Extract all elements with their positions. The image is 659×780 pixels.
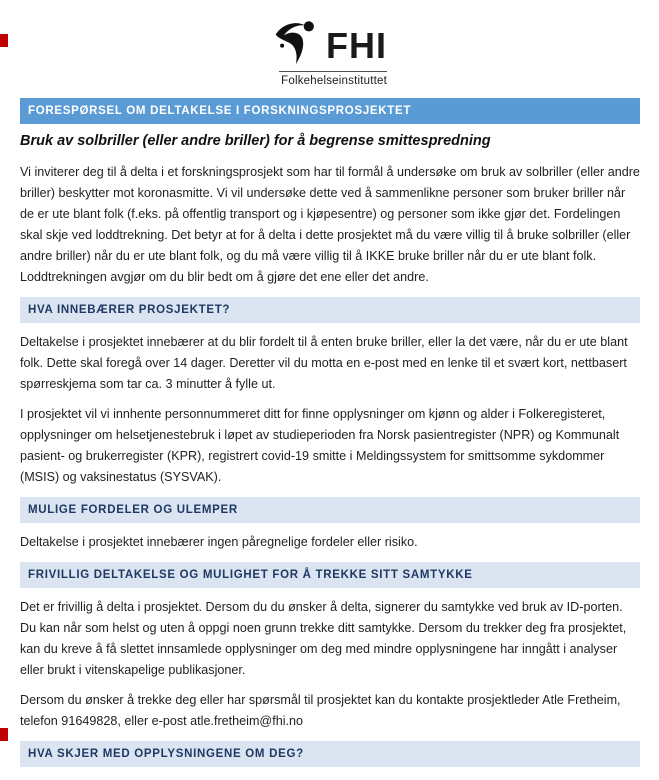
section-heading-hva-innebaerer: HVA INNEBÆRER PROSJEKTET? bbox=[20, 297, 640, 323]
section-paragraph: Deltakelse i prosjektet innebærer at du blir fordelt til å enten bruke briller, eller la det være, når du er ute blant folk. Dette skal foregå over 14 dager. Deretter vil du motta en e-post med en lenke til et svært kort, nettbasert spørreskjema som tar ca. 3 minutter å fylle ut. bbox=[20, 335, 628, 391]
logo-divider bbox=[279, 71, 387, 72]
logo-subtitle: Folkehelseinstituttet bbox=[281, 75, 387, 87]
fhi-brand-text: FHI bbox=[326, 25, 387, 66]
section-paragraph: Det er frivillig å delta i prosjektet. Dersom du du ønsker å delta, signerer du samtykke ved bruk av ID-porten. Du kan når som helst og uten å oppgi noen grunn trekke ditt samtykke. Dersom du trekker deg fra prosjektet, kan du kreve å få slettet innsamlede opplysninger om deg med mindre opplysningene har inngått i analyser eller brukt i vitenskapelige publikasjoner. bbox=[20, 600, 627, 677]
section-paragraph: I prosjektet vil vi innhente personnummeret ditt for finne opplysninger om kjønn og alder i Folkeregisteret, opplysninger om helsetjenestebruk i løpet av studieperioden fra Norsk pasientregister (NPR) og Kommunalt pasient- og brukerregister (KPR), registrert covid-19 smitte i Meldingssystem for smittsomme sykdommer (MSIS) og vaksinestatus (SYSVAK). bbox=[20, 407, 620, 484]
intro-paragraph: Vi inviterer deg til å delta i et forskningsprosjekt som har til formål å undersøke om bruk av solbriller (eller andre briller) beskytter mot koronasmitte. Vi vil undersøke dette ved å sammenlikne personer som bruker briller når de er ute blant folk (f.eks. på offentlig transport og i kjøpesentre) og personer som ikke gjør det. Fordelingen skal skje ved loddtrekning. Det betyr at for å delta i dette prosjektet må du være villig til å bruke solbriller (eller andre briller) når du er ute blant folk, og du må være villig til å IKKE bruke briller når du er ute blant folk. Loddtrekningen avgjør om du blir bedt om å gjøre det ene eller det andre. bbox=[20, 165, 640, 284]
section-paragraph-contact: Dersom du ønsker å trekke deg eller har spørsmål til prosjektet kan du kontakte prosjektleder Atle Fretheim, telefon 91649828, eller e-post atle.fretheim@fhi.no bbox=[20, 693, 621, 728]
document-content bbox=[20, 98, 640, 767]
fhi-logo bbox=[0, 0, 659, 87]
section-heading-mulige-fordeler: MULIGE FORDELER OG ULEMPER bbox=[20, 497, 640, 523]
page-edge-marker-bottom bbox=[0, 728, 8, 741]
page-edge-marker-top bbox=[0, 34, 8, 47]
section-heading-hva-skjer-med-opplysningene: HVA SKJER MED OPPLYSNINGENE OM DEG? bbox=[20, 741, 640, 767]
section-paragraph: Deltakelse i prosjektet innebærer ingen påregnelige fordeler eller risiko. bbox=[20, 535, 418, 549]
fhi-figure-icon bbox=[272, 18, 318, 66]
section-heading-frivillig-deltakelse: FRIVILLIG DELTAKELSE OG MULIGHET FOR Å TREKKE SITT SAMTYKKE bbox=[20, 562, 640, 588]
document-title-band: FORESPØRSEL OM DELTAKELSE I FORSKNINGSPROSJEKTET bbox=[20, 98, 640, 124]
document-subtitle: Bruk av solbriller (eller andre briller) for å begrense smittespredning bbox=[20, 133, 491, 149]
